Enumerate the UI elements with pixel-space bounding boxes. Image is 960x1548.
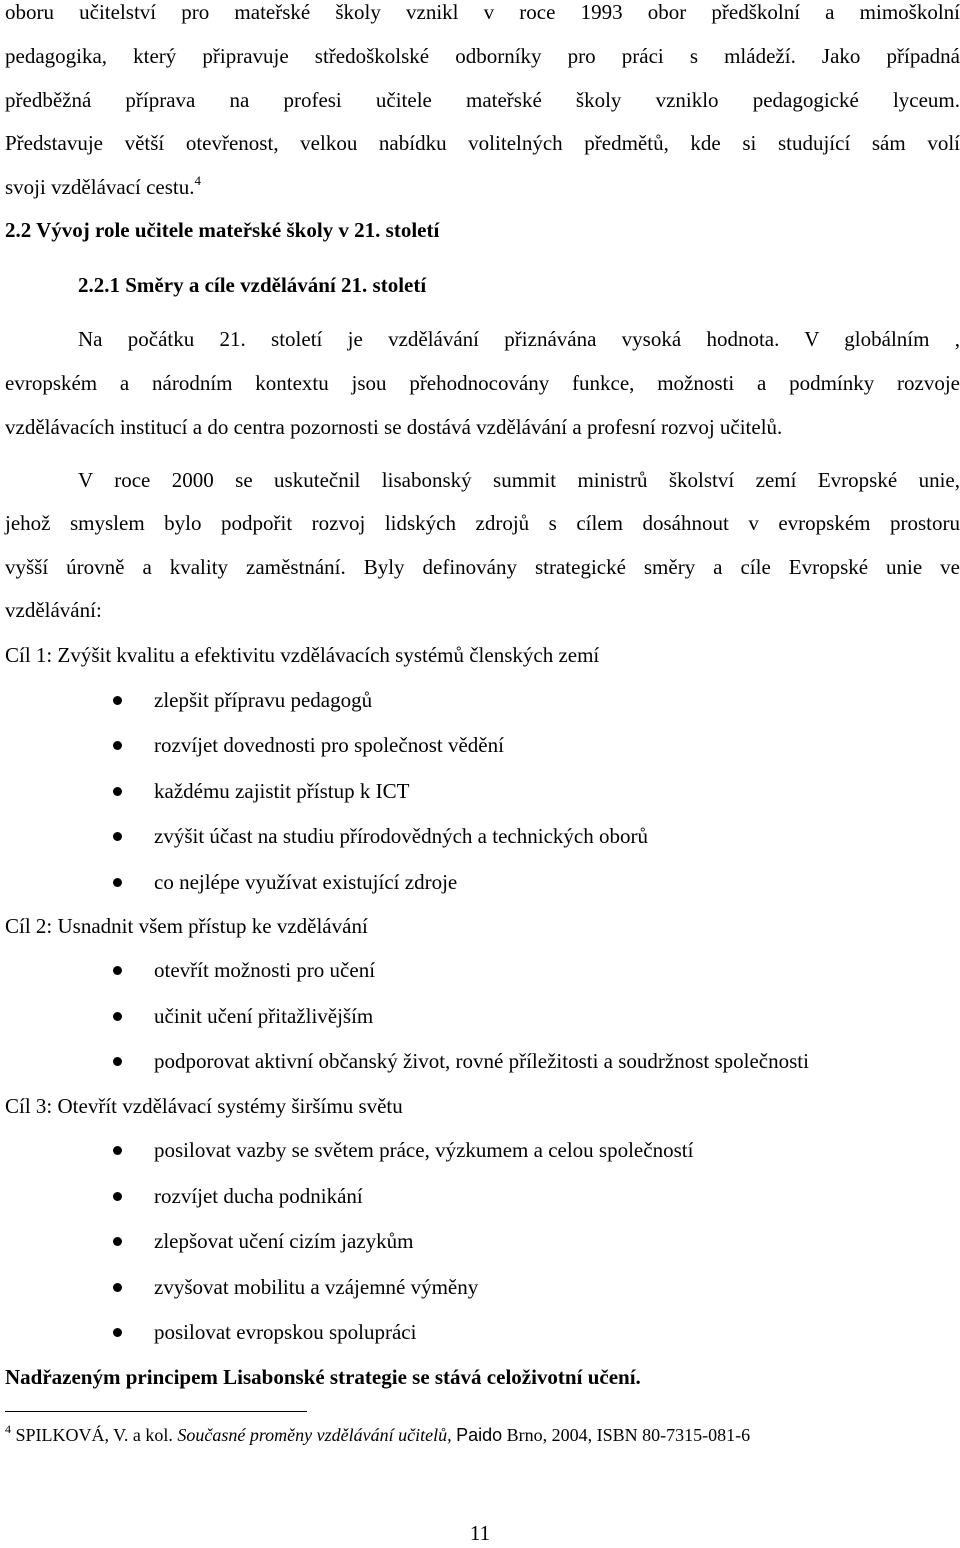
bullet-icon	[113, 1057, 122, 1066]
bullet-icon	[113, 787, 122, 796]
bullet-icon	[113, 1192, 122, 1201]
footnote-divider	[5, 1411, 307, 1412]
closing-statement: Nadřazeným principem Lisabonské strategie se stává celoživotní učení.	[5, 1365, 641, 1389]
paragraph-text: svoji vzdělávací cestu.	[5, 175, 195, 199]
paragraph-line: V roce 2000 se uskutečnil lisabonský summit ministrů školství zemí Evropské unie,	[78, 468, 960, 492]
paragraph-line: evropském a národním kontextu jsou přehodnocovány funkce, možnosti a podmínky rozvoje	[5, 371, 960, 395]
section-heading: 2.2 Vývoj role učitele mateřské školy v 21. století	[5, 218, 440, 242]
bullet-icon	[113, 832, 122, 841]
list-item: každému zajistit přístup k ICT	[154, 779, 410, 803]
bullet-icon	[113, 696, 122, 705]
bullet-icon	[113, 1146, 122, 1155]
bullet-icon	[113, 1283, 122, 1292]
paragraph-line: vyšší úrovně a kvality zaměstnání. Byly definovány strategické směry a cíle Evropské unie ve	[5, 555, 960, 579]
paragraph-line-last	[5, 172, 960, 202]
bullet-icon	[113, 878, 122, 887]
paragraph-line: pedagogika, který připravuje středoškolské odborníky pro práci s mládeží. Jako případná	[5, 44, 960, 68]
paragraph-line: oboru učitelství pro mateřské školy vznikl v roce 1993 obor předškolní a mimoškolní	[5, 0, 960, 24]
footnote-author: SPILKOVÁ, V. a kol.	[15, 1425, 173, 1445]
list-item: zlepšit přípravu pedagogů	[154, 688, 373, 712]
footnote-reference[interactable]: 4	[194, 173, 202, 188]
footnote-publisher: Paido	[456, 1425, 503, 1445]
paragraph-line: předběžná příprava na profesi učitele mateřské školy vzniklo pedagogické lyceum.	[5, 88, 960, 112]
goal-title: Cíl 2: Usnadnit všem přístup ke vzdělávání	[5, 914, 368, 938]
list-item: zvyšovat mobilitu a vzájemné výměny	[154, 1275, 479, 1299]
list-item: učinit učení přitažlivějším	[154, 1004, 374, 1028]
goal-title: Cíl 3: Otevřít vzdělávací systémy širšímu světu	[5, 1094, 403, 1118]
list-item: posilovat evropskou spolupráci	[154, 1320, 417, 1344]
bullet-icon	[113, 966, 122, 975]
paragraph-line-last: vzdělávání:	[5, 598, 102, 622]
paragraph-line: Představuje větší otevřenost, velkou nabídku volitelných předmětů, kde si studující sám volí	[5, 131, 960, 155]
list-item: rozvíjet dovednosti pro společnost vědění	[154, 733, 504, 757]
list-item: co nejlépe využívat existující zdroje	[154, 870, 458, 894]
list-item: zlepšovat učení cizím jazykům	[154, 1229, 414, 1253]
footnote-details: Brno, 2004, ISBN 80-7315-081-6	[506, 1425, 751, 1445]
list-item: podporovat aktivní občanský život, rovné příležitosti a soudržnost společnosti	[154, 1049, 809, 1073]
paragraph-line-last: vzdělávacích institucí a do centra pozornosti se dostává vzdělávání a profesní rozvoj učitelů.	[5, 415, 783, 439]
list-item: zvýšit účast na studiu přírodovědných a technických oborů	[154, 824, 648, 848]
paragraph-line: jehož smyslem bylo podpořit rozvoj lidských zdrojů s cílem dosáhnout v evropském prostoru	[5, 511, 960, 535]
footnote-title: Současné proměny vzdělávání učitelů,	[177, 1425, 452, 1445]
bullet-icon	[113, 741, 122, 750]
list-item: rozvíjet ducha podnikání	[154, 1184, 363, 1208]
goal-title: Cíl 1: Zvýšit kvalitu a efektivitu vzdělávacích systémů členských zemí	[5, 643, 600, 667]
page-number: 11	[469, 1521, 491, 1545]
bullet-icon	[113, 1012, 122, 1021]
bullet-icon	[113, 1328, 122, 1337]
paragraph-line: Na počátku 21. století je vzdělávání přiznávána vysoká hodnota. V globálním ,	[78, 327, 960, 351]
bullet-icon	[113, 1237, 122, 1246]
footnote	[5, 1422, 750, 1448]
list-item: otevřít možnosti pro učení	[154, 958, 376, 982]
footnote-number: 4	[5, 1422, 11, 1436]
list-item: posilovat vazby se světem práce, výzkumem a celou společností	[154, 1138, 694, 1162]
subsection-heading: 2.2.1 Směry a cíle vzdělávání 21. století	[78, 273, 427, 297]
